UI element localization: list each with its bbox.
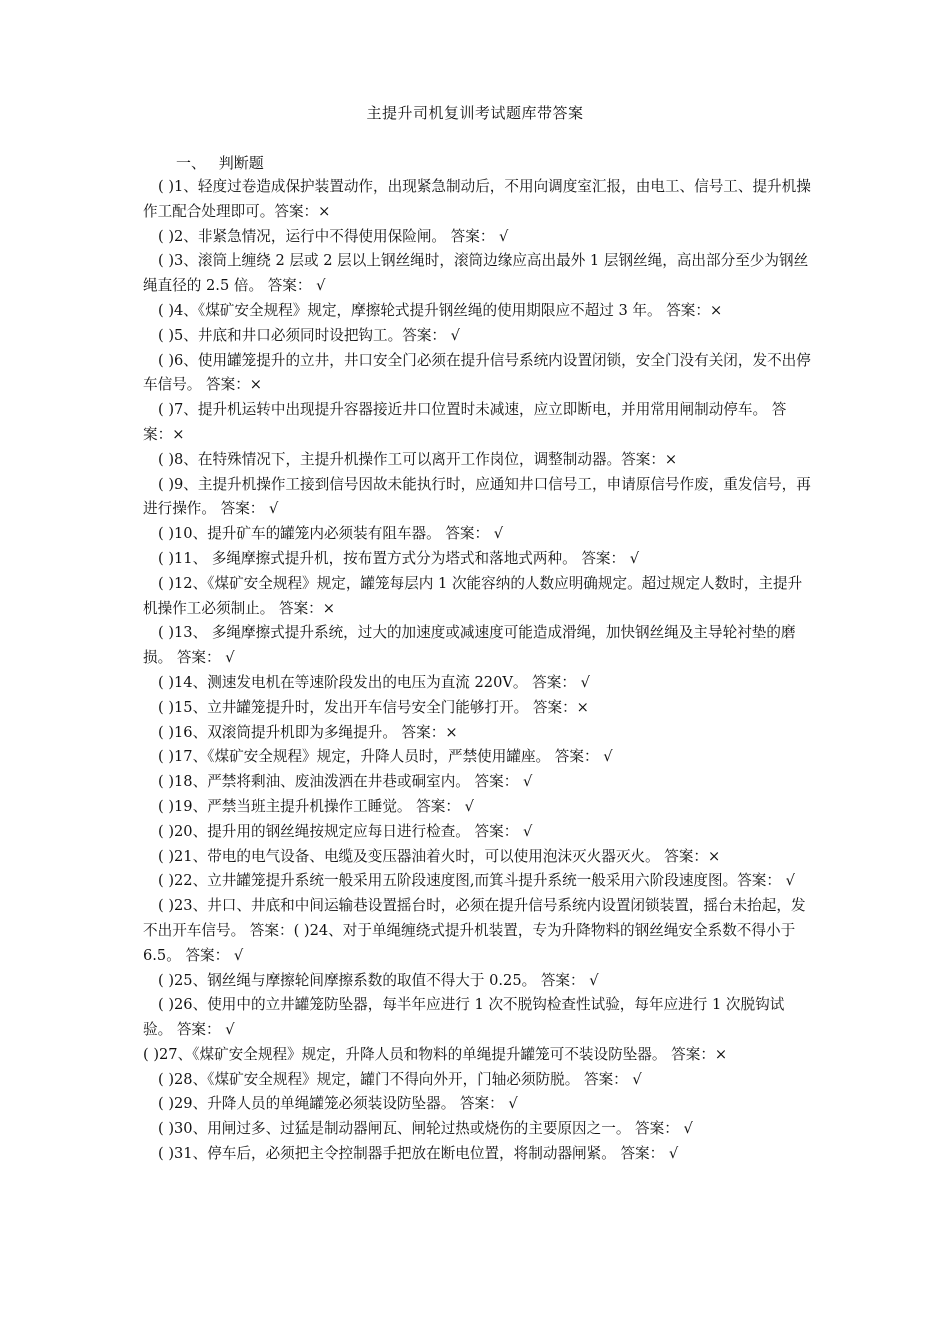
question-item: ( )15、立井罐笼提升时，发出开车信号安全门能够打开。 答案：× <box>158 698 589 716</box>
question-item: ( )5、井底和井口必须同时设把钩工。答案： √ <box>158 326 460 344</box>
question-item: ( )29、升降人员的单绳罐笼必须装设防坠器。 答案： √ <box>158 1095 518 1113</box>
question-item: ( )1、轻度过卷造成保护装置动作，出现紧急制动后，不用向调度室汇报，由电工、信号工、提升机操作工配合处理即可。答案：× <box>143 178 811 220</box>
question-item: ( )4、《煤矿安全规程》规定，摩擦轮式提升钢丝绳的使用期限应不超过 3 年。 答案：× <box>158 301 723 319</box>
question-item: ( )19、严禁当班主提升机操作工睡觉。 答案： √ <box>158 797 474 815</box>
document-title: 主提升司机复训考试题库带答案 <box>366 104 584 122</box>
question-item: ( )26、使用中的立井罐笼防坠器，每半年应进行 1 次不脱钩检查性试验，每年应进行 1 次脱钩试验。 答案： √ <box>143 996 785 1039</box>
question-item: ( )12、《煤矿安全规程》规定，罐笼每层内 1 次能容纳的人数应明确规定。超过规定人数时，主提升机操作工必须制止。 答案：× <box>143 574 803 617</box>
question-item: ( )27、《煤矿安全规程》规定，升降人员和物料的单绳提升罐笼可不装设防坠器。 答案：× <box>143 1045 728 1063</box>
question-item: ( )17、《煤矿安全规程》规定，升降人员时，严禁使用罐座。 答案： √ <box>158 748 613 766</box>
question-item: ( )14、测速发电机在等速阶段发出的电压为直流 220V。 答案： √ <box>158 673 590 691</box>
section-heading: 一、 判断题 <box>176 154 264 172</box>
question-item: ( )7、提升机运转中出现提升容器接近井口位置时未减速，应立即断电，并用常用闸制动停车。 答案：× <box>143 401 787 443</box>
question-item: ( )18、严禁将剩油、废油泼洒在井巷或硐室内。 答案： √ <box>158 773 533 791</box>
question-item: ( )30、用闸过多、过猛是制动器闸瓦、闸轮过热或烧伤的主要原因之一。 答案： √ <box>158 1120 693 1138</box>
question-item: ( )16、双滚筒提升机即为多绳提升。 答案：× <box>158 723 458 741</box>
question-item: ( )11、 多绳摩擦式提升机，按布置方式分为塔式和落地式两种。 答案： √ <box>158 549 640 567</box>
question-item: ( )10、提升矿车的罐笼内必须装有阻车器。 答案： √ <box>158 525 504 543</box>
question-item: ( )31、停车后，必须把主令控制器手把放在断电位置，将制动器闸紧。 答案： √ <box>158 1145 679 1163</box>
question-item: ( )25、钢丝绳与摩擦轮间摩擦系数的取值不得大于 0.25。 答案： √ <box>158 971 599 989</box>
question-item: ( )3、滚筒上缠绕 2 层或 2 层以上钢丝绳时，滚筒边缘应高出最外 1 层钢丝绳，高出部分至少为钢丝绳直径的 2.5 倍。 答案： √ <box>143 252 809 295</box>
question-item: ( )8、在特殊情况下，主提升机操作工可以离开工作岗位，调整制动器。答案：× <box>158 450 678 468</box>
question-item: ( )6、使用罐笼提升的立井，井口安全门必须在提升信号系统内设置闭锁，安全门没有关闭，发不出停车信号。 答案：× <box>143 351 811 394</box>
question-list <box>143 175 811 1167</box>
question-item: ( )20、提升用的钢丝绳按规定应每日进行检查。 答案： √ <box>158 822 533 840</box>
question-item: ( )22、立井罐笼提升系统一般采用五阶段速度图,而箕斗提升系统一般采用六阶段速度图。答案： √ <box>158 872 795 890</box>
question-item: ( )21、带电的电气设备、电缆及变压器油着火时，可以使用泡沫灭火器灭火。 答案：× <box>158 847 721 865</box>
question-item: ( )23、井口、井底和中间运输巷设置摇台时，必须在提升信号系统内设置闭锁装置，摇台未抬起，发不出开车信号。 答案：( )24、对于单绳缠绕式提升机装置，专为升降物料的钢丝绳安全系数不得小于 6.5。 答案： √ <box>143 897 806 964</box>
question-item: ( )28、《煤矿安全规程》规定，罐门不得向外开，门轴必须防脱。 答案： √ <box>158 1070 642 1088</box>
question-item: ( )9、主提升机操作工接到信号因故未能执行时，应通知井口信号工，申请原信号作废，重发信号，再进行操作。 答案： √ <box>143 475 811 518</box>
question-item: ( )13、 多绳摩擦式提升系统，过大的加速度或减速度可能造成滑绳，加快钢丝绳及主导轮衬垫的磨损。 答案： √ <box>143 624 796 667</box>
question-item: ( )2、非紧急情况，运行中不得使用保险闸。 答案： √ <box>158 227 509 245</box>
